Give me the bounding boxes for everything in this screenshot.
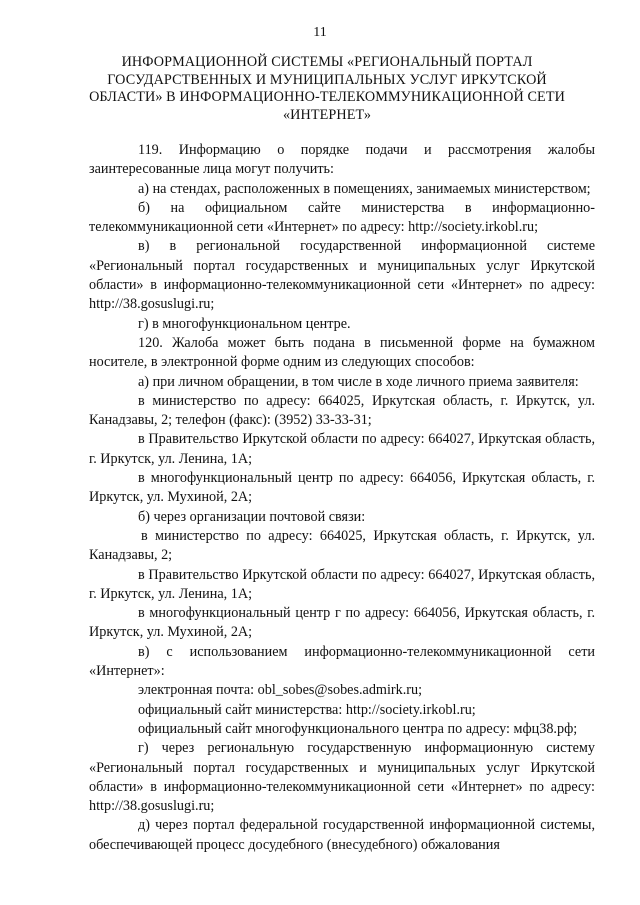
heading-line: «ИНТЕРНЕТ» (282, 106, 372, 123)
paragraph-119-g: г) в многофункциональном центре. (138, 315, 351, 332)
address-government-personal: в Правительство Иркутской области по адресу: 664027, Иркутская область, г. Иркутск, ул. Ленина, 1А; (89, 431, 595, 467)
paragraph-120-v: в) с использованием информационно-телекоммуникационной сети «Интернет»: (89, 643, 595, 680)
paragraph-120-a: а) при личном обращении, в том числе в ходе личного приема заявителя: (138, 373, 579, 390)
address-government-post: в Правительство Иркутской области по адресу: 664027, Иркутская область, г. Иркутск, ул. Ленина, 1А; (89, 566, 595, 602)
email-line: электронная почта: obl_sobes@sobes.admirk.ru; (138, 682, 423, 699)
address-ministry-personal: в министерство по адресу: 664025, Иркутская область, г. Иркутск, ул. Канадзавы, 2; телефон (факс): (3952) 33-33-31; (89, 392, 595, 429)
heading-line: ОБЛАСТИ» В ИНФОРМАЦИОННО-ТЕЛЕКОММУНИКАЦИОННОЙ СЕТИ (89, 89, 565, 105)
ministry-site-line: официальный сайт министерства: http://society.irkobl.ru; (138, 701, 476, 718)
paragraph-119-a: а) на стендах, расположенных в помещениях, занимаемых министерством; (138, 180, 591, 197)
heading-line: ИНФОРМАЦИОННОЙ СИСТЕМЫ «РЕГИОНАЛЬНЫЙ ПОРТАЛ (121, 54, 533, 70)
paragraph-119-b: б) на официальном сайте министерства в информационно-телекоммуникационной сети «Интернет» по адресу: http://society.irkobl.ru; (89, 199, 595, 236)
paragraph-119: 119. Информацию о порядке подачи и рассмотрения жалобы заинтересованные лица могут получить: (89, 142, 595, 178)
address-mfc-personal: в многофункциональный центр по адресу: 664056, Иркутская область, г. Иркутск, ул. Мухиной, 2А; (89, 470, 595, 506)
address-mfc-post: в многофункциональный центр г по адресу: 664056, Иркутская область, г. Иркутск, ул. Мухиной, 2А; (89, 605, 595, 641)
paragraph-120-d: д) через портал федеральной государственной информационной системы, обеспечивающей процесс досудебного (внесудебного) обжалования (89, 817, 595, 853)
paragraph-120-g: г) через региональную государственную информационную систему «Региональный портал государственных и муниципальных услуг Иркутской области» в информационно-телекоммуникационной сети «Интернет» по адресу: http://38.gosuslugi.ru; (89, 740, 595, 815)
address-ministry-post: в министерство по адресу: 664025, Иркутская область, г. Иркутск, ул. Канадзавы, 2; (89, 527, 595, 564)
document-body (89, 141, 595, 855)
heading-line: ГОСУДАРСТВЕННЫХ И МУНИЦИПАЛЬНЫХ УСЛУГ ИРКУТСКОЙ (107, 71, 547, 88)
paragraph-120-b: б) через организации почтовой связи: (138, 508, 366, 525)
paragraph-120: 120. Жалоба может быть подана в письменной форме на бумажном носителе, в электронной форме одним из следующих способов: (89, 334, 595, 371)
page-number: 11 (313, 25, 327, 40)
mfc-site-line: официальный сайт многофункционального центра по адресу: мфц38.рф; (138, 720, 578, 737)
section-heading (80, 54, 574, 124)
paragraph-119-v: в) в региональной государственной информационной системе «Региональный портал государственных и муниципальных услуг Иркутской области» в информационно-телекоммуникационной сети «Интернет» по адресу: http://38.gosuslugi.ru; (89, 238, 595, 313)
